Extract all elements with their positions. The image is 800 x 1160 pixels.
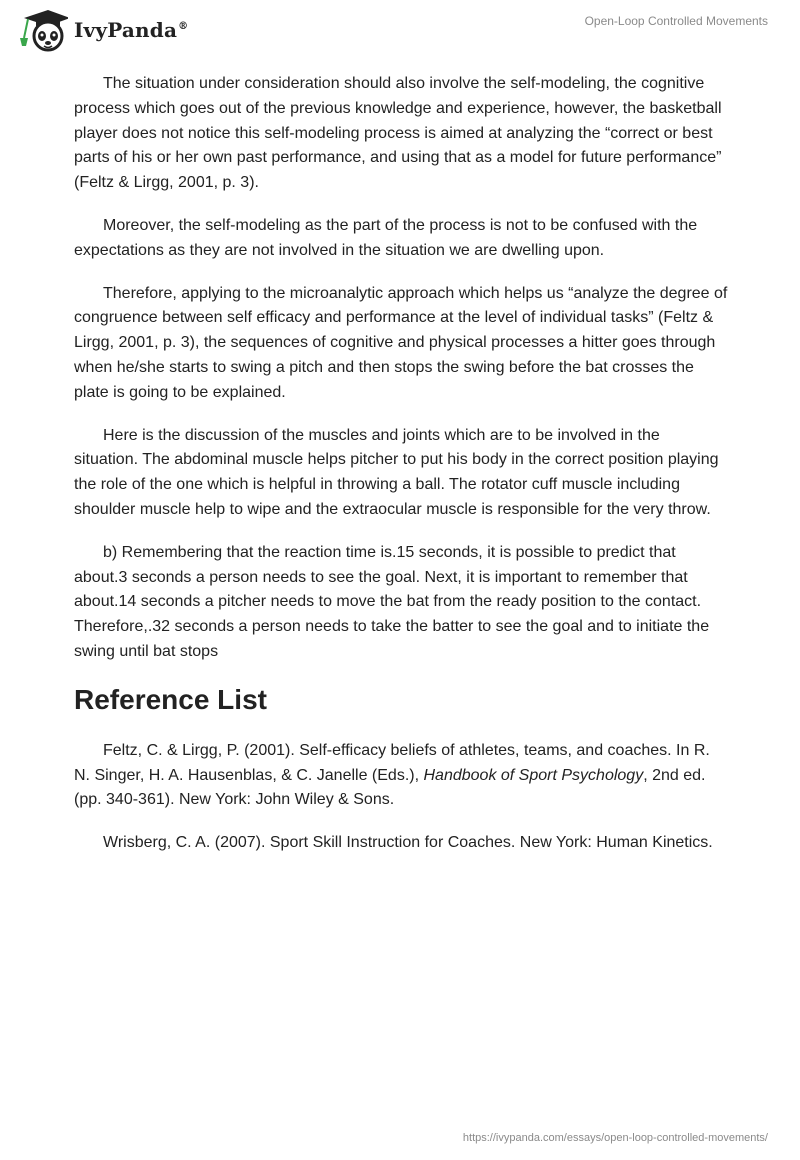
essay-body xyxy=(74,72,728,874)
reference-item: Wrisberg, C. A. (2007). Sport Skill Instruction for Coaches. New York: Human Kinetics. xyxy=(103,834,713,852)
document-title: Open-Loop Controlled Movements xyxy=(584,14,768,28)
brand-name: IvyPanda® xyxy=(74,18,189,42)
reference-book-title: Handbook of Sport Psychology xyxy=(423,766,644,784)
source-url-link[interactable]: https://ivypanda.com/essays/open-loop-controlled-movements/ xyxy=(462,1132,768,1144)
reference-list-heading: Reference List xyxy=(74,683,267,715)
body-paragraph: Here is the discussion of the muscles and joints which are to be involved in the situation. The abdominal muscle helps pitcher to put his body in the correct position playing the role of the one which is helpful in throwing a ball. The rotator cuff muscle including shoulder muscle help to wipe and the extraocular muscle is responsible for the very throw. xyxy=(74,426,719,518)
page-header xyxy=(0,0,800,60)
body-paragraph: Therefore, applying to the microanalytic approach which helps us “analyze the degree of congruence between self efficacy and performance at the level of individual tasks” (Feltz & Lirgg, 2001, p. 3), the sequences of cognitive and physical processes a hitter goes through when he/she starts to swing a pitch and then stops the swing before the bat crosses the plate is going to be explained. xyxy=(74,284,728,401)
panda-graduation-cap-icon xyxy=(14,8,68,52)
body-paragraph: b) Remembering that the reaction time is.15 seconds, it is possible to predict that about.3 seconds a person needs to see the goal. Next, it is important to remember that about.14 seconds a pitcher needs to move the bat from the ready position to the contact. Therefore,.32 seconds a person needs to take the batter to see the goal and to initiate the swing until bat stops xyxy=(74,543,710,660)
body-paragraph: The situation under consideration should also involve the self-modeling, the cognitive process which goes out of the previous knowledge and experience, however, the basketball player does not notice this self-modeling process is aimed at analyzing the “correct or best parts of his or her own past performance, and using that as a model for future performance” (Feltz & Lirgg, 2001, p. 3). xyxy=(74,75,722,192)
reference-item xyxy=(74,739,728,813)
reference-text: , 2nd ed. (pp. 340-361). New York: John Wiley & Sons. xyxy=(74,766,706,809)
body-paragraph: Moreover, the self-modeling as the part of the process is not to be confused with the expectations as they are not involved in the situation we are dwelling upon. xyxy=(74,216,698,259)
registered-mark: ® xyxy=(178,21,189,33)
brand-logo[interactable] xyxy=(14,8,188,52)
reference-text: Feltz, C. & Lirgg, P. (2001). Self-efficacy beliefs of athletes, teams, and coaches. In R. N. Singer, H. A. Hausenblas, & C. Janelle (Eds.), xyxy=(74,741,710,784)
